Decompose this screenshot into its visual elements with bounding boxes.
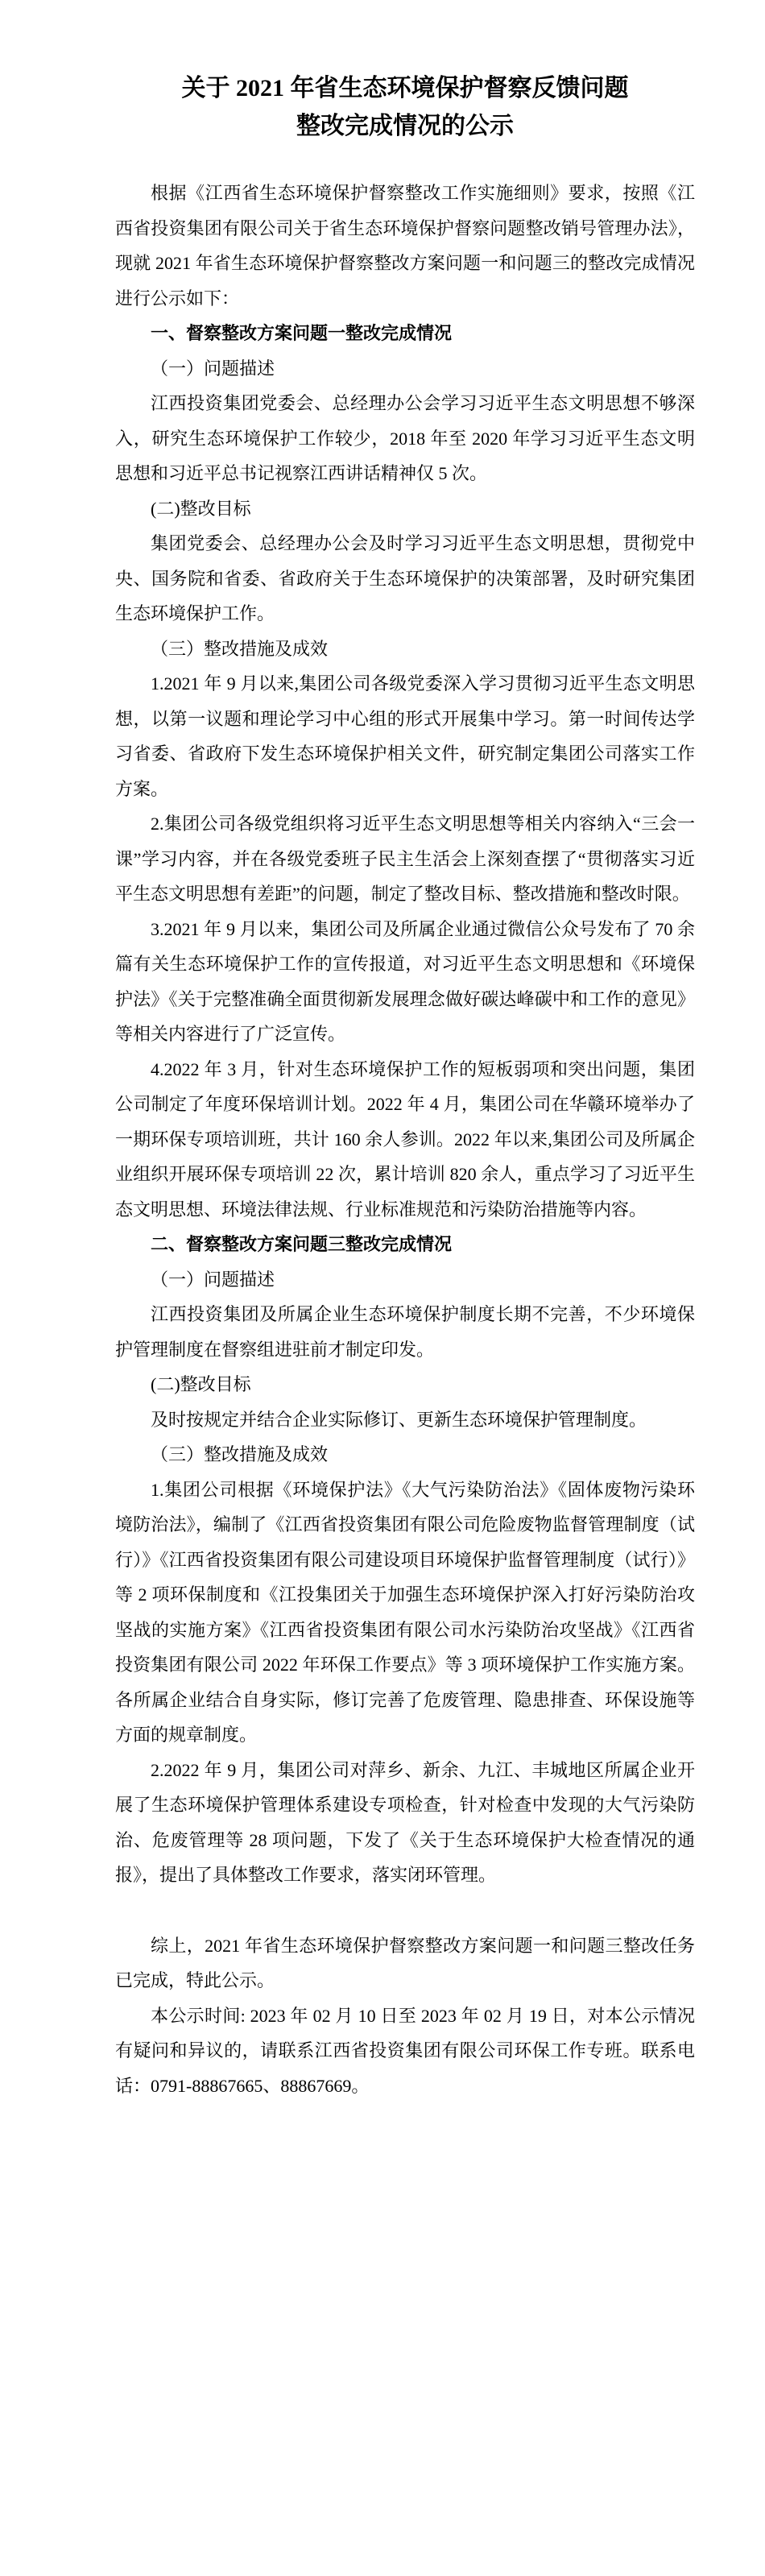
section-2-sub-3-heading: （三）整改措施及成效 xyxy=(151,1444,329,1464)
section-1-sub-1-heading: （一）问题描述 xyxy=(151,358,275,379)
closing-notice-paragraph: 本公示时间: 2023 年 02 月 10 日至 2023 年 02 月 19 日，对本公示情况有疑问和异议的，请联系江西省投资集团有限公司环保工作专班。联系电话：0791-88867665、88867669。 xyxy=(115,2005,695,2096)
section-2-measure-item-1: 1.集团公司根据《环境保护法》《大气污染防治法》《固体废物污染环境防治法》，编制了《江西省投资集团有限公司危险废物监督管理制度（试行）》《江西省投资集团有限公司建设项目环境保护监督管理制度（试行）》等 2 项环保制度和《江投集团关于加强生态环境保护深入打好污染防治攻坚战的实施方案》《江西省投资集团有限公司水污染防治攻坚战》《江西省投资集团有限公司 2022 年环保工作要点》等 3 项环境保护工作实施方案。各所属企业结合自身实际，修订完善了危废管理、隐患排查、环保设施等方面的规章制度。 xyxy=(115,1479,695,1745)
section-1-measure-item-1: 1.2021 年 9 月以来,集团公司各级党委深入学习贯彻习近平生态文明思想，以第一议题和理论学习中心组的形式开展集中学习。第一时间传达学习省委、省政府下发生态环境保护相关文件，研究制定集团公司落实工作方案。 xyxy=(115,673,695,799)
section-2-sub-1-heading: （一）问题描述 xyxy=(151,1269,275,1290)
title-line-1: 关于 2021 年省生态环境保护督察反馈问题 xyxy=(181,75,629,101)
section-2-heading: 二、督察整改方案问题三整改完成情况 xyxy=(151,1234,453,1254)
section-1-sub-3-heading: （三）整改措施及成效 xyxy=(151,638,329,659)
document-title xyxy=(115,69,695,145)
section-1-sub-2-paragraph: 集团党委会、总经理办公会及时学习习近平生态文明思想，贯彻党中央、国务院和省委、省政府关于生态环境保护的决策部署，及时研究集团生态环境保护工作。 xyxy=(115,533,695,623)
section-2-sub-2-paragraph: 及时按规定并结合企业实际修订、更新生态环境保护管理制度。 xyxy=(151,1409,647,1430)
section-1-sub-2-heading: (二)整改目标 xyxy=(151,498,251,519)
section-1-sub-1-paragraph: 江西投资集团党委会、总经理办公会学习习近平生态文明思想不够深入，研究生态环境保护工作较少，2018 年至 2020 年学习习近平生态文明思想和习近平总书记视察江西讲话精神仅 5 次。 xyxy=(115,393,695,483)
section-1-measure-item-2: 2.集团公司各级党组织将习近平生态文明思想等相关内容纳入“三会一课”学习内容，并在各级党委班子民主生活会上深刻查摆了“贯彻落实习近平生态文明思想有差距”的问题，制定了整改目标、整改措施和整改时限。 xyxy=(115,814,695,904)
title-line-2: 整改完成情况的公示 xyxy=(296,113,514,139)
closing-summary-paragraph: 综上，2021 年省生态环境保护督察整改方案问题一和问题三整改任务已完成，特此公示。 xyxy=(115,1935,695,1990)
section-1-measure-item-3: 3.2021 年 9 月以来，集团公司及所属企业通过微信公众号发布了 70 余篇有关生态环境保护工作的宣传报道，对习近平生态文明思想和《环境保护法》《关于完整准确全面贯彻新发展理念做好碳达峰碳中和工作的意见》等相关内容进行了广泛宣传。 xyxy=(115,918,695,1044)
section-2-measure-item-2: 2.2022 年 9 月，集团公司对萍乡、新余、九江、丰城地区所属企业开展了生态环境保护管理体系建设专项检查，针对检查中发现的大气污染防治、危废管理等 28 项问题，下发了《关于生态环境保护大检查情况的通报》，提出了具体整改工作要求，落实闭环管理。 xyxy=(115,1759,695,1885)
section-1-heading: 一、督察整改方案问题一整改完成情况 xyxy=(151,323,453,343)
intro-paragraph: 根据《江西省生态环境保护督察整改工作实施细则》要求，按照《江西省投资集团有限公司关于省生态环境保护督察问题整改销号管理办法》，现就 2021 年省生态环境保护督察整改方案问题一和问题三的整改完成情况进行公示如下： xyxy=(115,183,695,309)
section-1-measure-item-4: 4.2022 年 3 月，针对生态环境保护工作的短板弱项和突出问题，集团公司制定了年度环保培训计划。2022 年 4 月，集团公司在华赣环境举办了一期环保专项培训班，共计 160 余人参训。2022 年以来,集团公司及所属企业组织开展环保专项培训 22 次，累计培训 820 余人，重点学习了习近平生态文明思想、环境法律法规、行业标准规范和污染防治措施等内容。 xyxy=(115,1058,695,1220)
section-2-sub-1-paragraph: 江西投资集团及所属企业生态环境保护制度长期不完善，不少环境保护管理制度在督察组进驻前才制定印发。 xyxy=(115,1304,695,1360)
section-2-sub-2-heading: (二)整改目标 xyxy=(151,1374,251,1394)
